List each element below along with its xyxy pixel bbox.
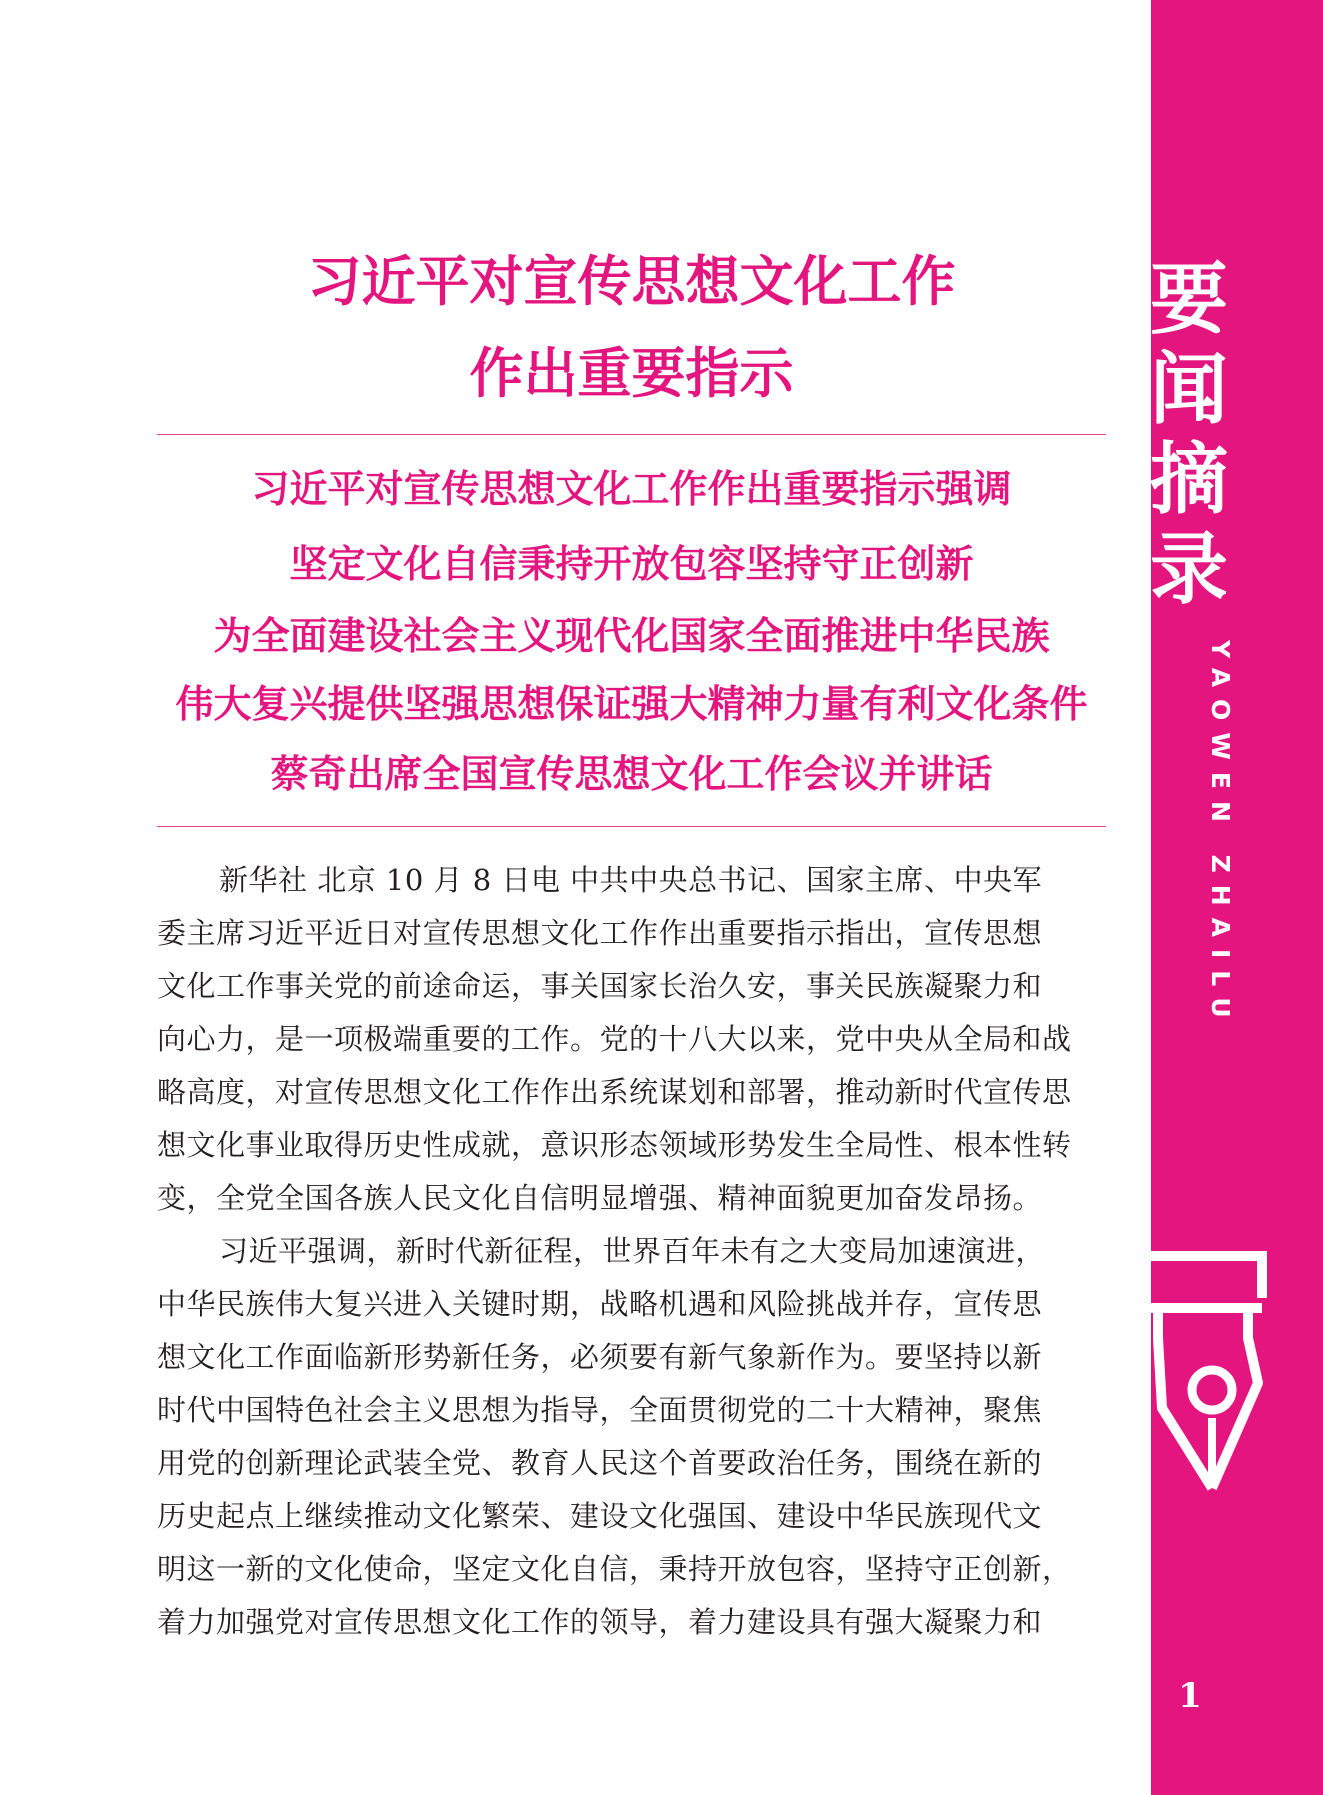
subtitle-line: 习近平对宣传思想文化工作作出重要指示强调 [251, 467, 1012, 511]
body-text-line: 习近平强调，新时代新征程，世界百年未有之大变局加速演进， [219, 1234, 1046, 1268]
subtitle-line: 为全面建设社会主义现代化国家全面推进中华民族 [213, 614, 1050, 658]
subtitle-line: 伟大复兴提供坚强思想保证强大精神力量有利文化条件 [175, 682, 1088, 726]
article-title-line-2: 作出重要指示 [469, 341, 794, 405]
section-title-char: 摘 [1149, 434, 1228, 525]
divider-bottom [157, 826, 1106, 827]
body-text-line: 时代中国特色社会主义思想为指导，全面贯彻党的二十大精神，聚焦 [157, 1393, 1043, 1427]
fountain-pen-nib-icon [1150, 1248, 1280, 1508]
subtitle-line: 蔡奇出席全国宣传思想文化工作会议并讲话 [270, 752, 993, 796]
section-title-char: 录 [1149, 524, 1228, 615]
body-text-line: 略高度，对宣传思想文化工作作出系统谋划和部署，推动新时代宣传思 [157, 1075, 1072, 1109]
subtitle-line: 坚定文化自信秉持开放包容坚持守正创新 [289, 542, 974, 586]
body-text-line: 中华民族伟大复兴进入关键时期，战略机遇和风险挑战并存，宣传思 [157, 1287, 1043, 1321]
body-text-line: 变，全党全国各族人民文化自信明显增强、精神面貌更加奋发昂扬。 [157, 1181, 1043, 1215]
section-title-char: 要 [1149, 254, 1228, 345]
section-title-char: 闻 [1149, 344, 1228, 435]
article [157, 0, 1106, 1795]
section-title-pinyin: YAOWEN ZHAILU [1206, 640, 1235, 1030]
body-text-line: 文化工作事关党的前途命运，事关国家长治久安，事关民族凝聚力和 [157, 969, 1043, 1003]
body-text-line: 新华社 北京 10 月 8 日电 中共中央总书记、国家主席、中央军 [219, 863, 1043, 897]
body-text-line: 想文化事业取得历史性成就，意识形态领域形势发生全局性、根本性转 [157, 1128, 1072, 1162]
section-title-vertical [1148, 255, 1230, 615]
body-text-line: 想文化工作面临新形势新任务，必须要有新气象新作为。要坚持以新 [157, 1340, 1043, 1374]
body-text-line: 着力加强党对宣传思想文化工作的领导，着力建设具有强大凝聚力和 [157, 1605, 1043, 1639]
divider-top [157, 434, 1106, 435]
body-text-line: 历史起点上继续推动文化繁荣、建设文化强国、建设中华民族现代文 [157, 1499, 1043, 1533]
body-text-line: 委主席习近平近日对宣传思想文化工作作出重要指示指出，宣传思想 [157, 916, 1043, 950]
body-text-line: 明这一新的文化使命，坚定文化自信，秉持开放包容，坚持守正创新， [157, 1552, 1072, 1586]
article-title-line-1: 习近平对宣传思想文化工作 [307, 249, 956, 313]
body-text-line: 用党的创新理论武装全党、教育人民这个首要政治任务，围绕在新的 [157, 1446, 1043, 1480]
page-number: 1 [1178, 1676, 1202, 1716]
body-text-line: 向心力，是一项极端重要的工作。党的十八大以来，党中央从全局和战 [157, 1022, 1072, 1056]
